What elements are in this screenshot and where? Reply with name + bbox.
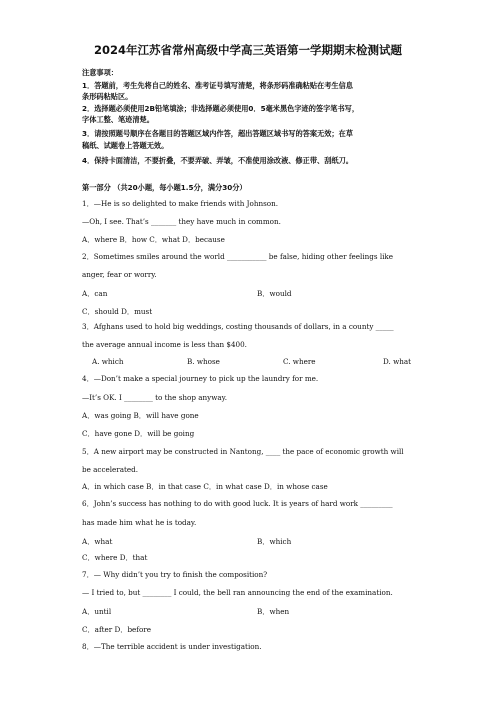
question-6-option-b: B．which	[257, 537, 292, 546]
page-title: 2024年江苏省常州高级中学高三英语第一学期期末检测试题	[93, 43, 402, 57]
question-5-stem: be accelerated.	[82, 465, 139, 474]
question-2-option-b: B．would	[257, 289, 292, 298]
question-6-option-a: A．what	[82, 537, 113, 546]
question-2-option-a: A．can	[82, 289, 108, 298]
question-2-options-cd: C．should D．must	[82, 307, 153, 316]
question-1-options: A．where B．how C．what D．because	[82, 235, 225, 244]
question-6-stem: has made him what he is today.	[82, 518, 197, 527]
question-2-stem: 2．Sometimes smiles around the world ___________ be false, hiding other feelings like	[82, 252, 394, 261]
question-7-stem: — I tried to, but ________ I could, the bell ran announcing the end of the examination.	[82, 588, 393, 597]
question-3-option-d: D. what	[383, 357, 412, 366]
question-4-stem: —It’s OK. I ________ to the shop anyway.	[82, 393, 228, 402]
question-7-option-a: A．until	[82, 607, 112, 616]
question-3-option-c: C. where	[283, 357, 316, 366]
question-6-options-cd: C．where D．that	[82, 553, 148, 562]
question-3-option-b: B. whose	[187, 357, 220, 366]
question-1-stem: 1．—He is so delighted to make friends with Johnson.	[82, 199, 279, 208]
question-3-stem: the average annual income is less than $400.	[82, 340, 247, 349]
question-6-stem: 6．John’s success has nothing to do with good luck. It is years of hard work _________	[82, 499, 393, 508]
question-5-options: A．in which case B．in that case C．in what case D．in whose case	[82, 482, 328, 491]
notice-line: 4．保持卡面清洁，不要折叠，不要弄破、弄皱，不准使用涂改液、修正带、刮纸刀。	[82, 156, 353, 165]
question-7-stem: 7．— Why didn’t you try to finish the composition?	[82, 570, 268, 579]
notice-heading: 注意事项：	[82, 68, 118, 77]
question-7-option-b: B．when	[257, 607, 290, 616]
question-8-stem: 8．—The terrible accident is under investigation.	[82, 642, 262, 651]
question-2-stem: anger, fear or worry.	[82, 270, 157, 279]
notice-line: 条形码粘贴区。	[82, 92, 133, 101]
section-heading: 第一部分 （共20小题，每小题1.5分，满分30分）	[82, 183, 247, 192]
question-4-options-ab: A．was going B．will have gone	[82, 411, 199, 420]
notice-line: 稿纸、试题卷上答题无效。	[82, 141, 169, 150]
question-3-option-a: A. which	[92, 357, 124, 366]
question-4-stem: 4．—Don’t make a special journey to pick up the laundry for me.	[82, 374, 319, 383]
notice-line: 1．答题前，考生先将自己的姓名、准考证号填写清楚，将条形码准确粘贴在考生信息	[82, 81, 353, 90]
notice-line: 3．请按照题号顺序在各题目的答题区域内作答，超出答题区域书写的答案无效；在草	[82, 129, 353, 138]
question-5-stem: 5．A new airport may be constructed in Nantong, ____ the pace of economic growth will	[82, 447, 404, 456]
question-4-options-cd: C．have gone D．will be going	[82, 429, 195, 438]
question-1-stem: —Oh, I see. That’s _______ they have much in common.	[82, 217, 281, 226]
notice-line: 2．选择题必须使用2B铅笔填涂；非选择题必须使用0．5毫米黑色字迹的签字笔书写，	[82, 104, 360, 113]
question-7-options-cd: C．after D．before	[82, 625, 151, 634]
question-3-stem: 3．Afghans used to hold big weddings, costing thousands of dollars, in a county _____	[82, 322, 394, 331]
notice-line: 字体工整、笔迹清楚。	[82, 115, 154, 124]
